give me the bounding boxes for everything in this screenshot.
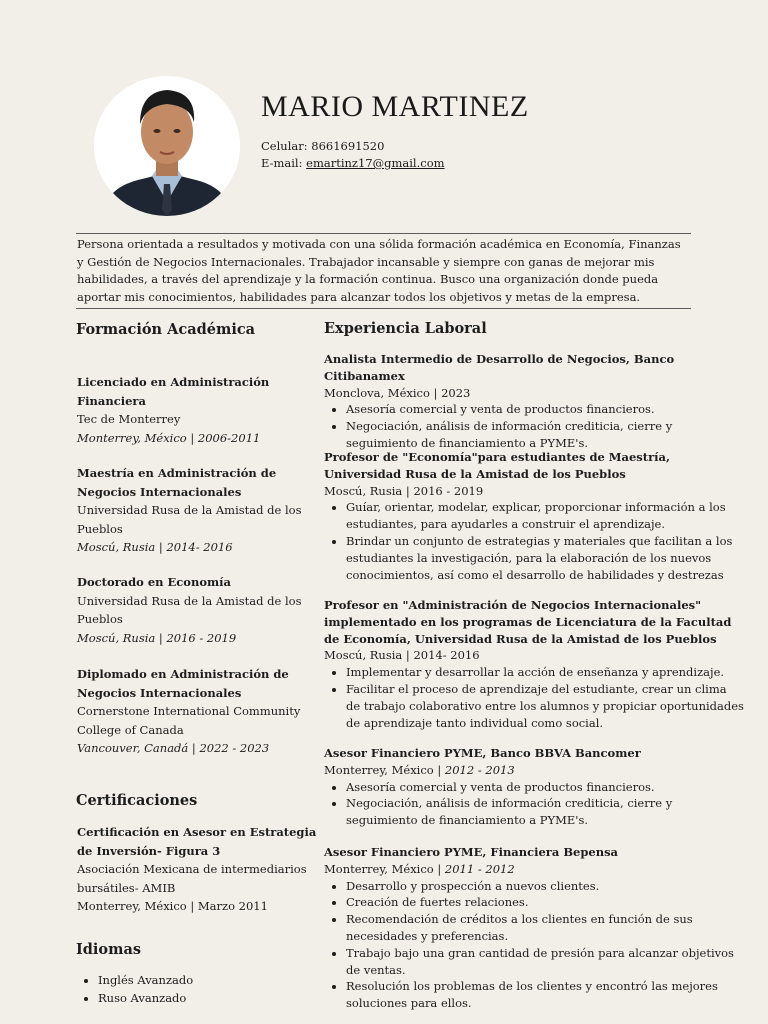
education-item: [77, 665, 307, 758]
certification-org: Asociación Mexicana de intermediarios bursátiles- AMIB: [77, 862, 307, 895]
job-title: Analista Intermedio de Desarrollo de Negocios, Banco Citibanamex: [324, 352, 675, 383]
education-item: [77, 573, 302, 647]
school-name: Universidad Rusa de la Amistad de los Pueblos: [77, 593, 302, 626]
experience-heading: Experiencia Laboral: [324, 320, 487, 337]
job-place: [324, 762, 744, 779]
job-entry: [324, 745, 744, 829]
education-meta: Monterrey, México | 2006-2011: [77, 430, 261, 445]
job-entry: [324, 449, 744, 583]
school-name: Cornerstone International Community College of Canada: [77, 704, 301, 737]
duty-item: • Facilitar el proceso de aprendizaje del estudiante, crear un clima de trabajo colaborativo entre los alumnos y propiciar oportunidades de aprendizaje tanto individual como social.: [346, 681, 744, 731]
school-name: Tec de Monterrey: [77, 412, 181, 426]
duty-item: • Guíar, orientar, modelar, explicar, proporcionar información a los estudiantes, para ayudarles a construir el aprendizaje.: [346, 499, 744, 533]
duty-item: • Creación de fuertes relaciones.: [346, 894, 744, 911]
job-years: 2011 - 2012: [444, 861, 515, 876]
languages-heading: Idiomas: [76, 941, 142, 958]
job-title: Asesor Financiero PYME, Financiera Bepensa: [324, 845, 618, 859]
languages-list: [76, 971, 193, 1007]
education-heading: Formación Académica: [76, 321, 256, 338]
duty-item: • Trabajo bajo una gran cantidad de presión para alcanzar objetivos de ventas.: [346, 945, 744, 979]
job-duties: [324, 664, 744, 731]
job-entry: [324, 351, 744, 452]
degree-title: Licenciado en Administración Financiera: [77, 375, 270, 408]
job-years: 2012 - 2013: [444, 762, 515, 777]
portrait-image: [94, 76, 240, 216]
language-item: • Inglés Avanzado: [98, 971, 193, 989]
certification-item: [77, 823, 327, 916]
job-place: Monclova, México | 2023: [324, 385, 471, 400]
certification-title: Certificación en Asesor en Estrategia de Inversión- Figura 3: [77, 825, 317, 858]
email-label: E-mail:: [261, 156, 303, 170]
job-duties: [324, 499, 744, 583]
certification-meta: Monterrey, México | Marzo 2011: [77, 899, 268, 913]
education-item: [77, 464, 302, 557]
job-place: Moscú, Rusia | 2016 - 2019: [324, 483, 484, 498]
duty-item: • Recomendación de créditos a los clientes en función de sus necesidades y preferencias.: [346, 911, 744, 945]
job-place: Moscú, Rusia | 2014- 2016: [324, 648, 480, 663]
certifications-heading: Certificaciones: [76, 792, 198, 809]
profile-photo: [94, 76, 240, 216]
professional-summary: Persona orientada a resultados y motivada con una sólida formación académica en Economía, Finanzas y Gestión de Negocios Internacionales. Trabajador incansable y siempre con ganas de mejorar mis habilidades, a través del aprendizaje y la formación continua. Busco una organización donde pueda aportar mis conocimientos, habilidades para alcanzar todos los objetivos y metas de la empresa.: [77, 237, 681, 304]
education-meta: Moscú, Rusia | 2016 - 2019: [77, 630, 237, 645]
job-city: Monterrey, México |: [324, 861, 445, 876]
degree-title: Maestría en Administración de Negocios Internacionales: [77, 466, 277, 499]
job-entry: [324, 844, 744, 1012]
job-duties: [324, 779, 744, 829]
duty-item: • Asesoría comercial y venta de productos financieros.: [346, 401, 744, 418]
duty-item: • Desarrollo y prospección a nuevos clientes.: [346, 878, 744, 895]
summary-bottom-divider: [76, 308, 691, 309]
job-entry: [324, 597, 744, 731]
language-item: • Ruso Avanzado: [98, 989, 193, 1007]
duty-item: • Negociación, análisis de información crediticia, cierre y seguimiento de financiamiento a PYME's.: [346, 418, 744, 452]
job-duties: [324, 878, 744, 1012]
school-name: Universidad Rusa de la Amistad de los Pueblos: [77, 503, 302, 536]
job-title: Profesor de "Economía"para estudiantes de Maestría, Universidad Rusa de la Amistad de los Pueblos: [324, 450, 670, 481]
education-meta: Vancouver, Canadá | 2022 - 2023: [77, 741, 270, 755]
phone-line: [261, 139, 384, 153]
job-title: Profesor en "Administración de Negocios Internacionales" implementado en los programas de Licenciatura de la Facultad de Economía, Universidad Rusa de la Amistad de los Pueblos: [324, 598, 732, 646]
job-place: [324, 861, 744, 878]
duty-item: • Negociación, análisis de información crediticia, cierre y seguimiento de financiamiento a PYME's.: [346, 795, 744, 829]
phone-label: Celular:: [261, 139, 308, 153]
job-city: Monterrey, México |: [324, 762, 445, 777]
education-meta: Moscú, Rusia | 2014- 2016: [77, 540, 233, 554]
duty-item: • Brindar un conjunto de estrategias y materiales que facilitan a los estudiantes la investigación, para la elaboración de los nuevos conocimientos, así como el desarrollo de habilidades y destrezas: [346, 533, 744, 583]
job-duties: [324, 401, 744, 451]
job-title: Asesor Financiero PYME, Banco BBVA Bancomer: [324, 746, 641, 760]
duty-item: • Implementar y desarrollar la acción de enseñanza y aprendizaje.: [346, 664, 744, 681]
summary-top-divider: [76, 233, 691, 234]
degree-title: Doctorado en Economía: [77, 575, 231, 589]
email-link[interactable]: emartinz17@gmail.com: [306, 156, 445, 170]
candidate-name: MARIO MARTINEZ: [261, 90, 529, 123]
degree-title: Diplomado en Administración de Negocios Internacionales: [77, 667, 289, 700]
duty-item: • Resolución los problemas de los clientes y encontró las mejores soluciones para ellos.: [346, 978, 744, 1012]
education-item: [77, 373, 292, 447]
phone-number: 8661691520: [311, 139, 385, 153]
email-line: [261, 156, 445, 170]
duty-item: • Asesoría comercial y venta de productos financieros.: [346, 779, 744, 796]
